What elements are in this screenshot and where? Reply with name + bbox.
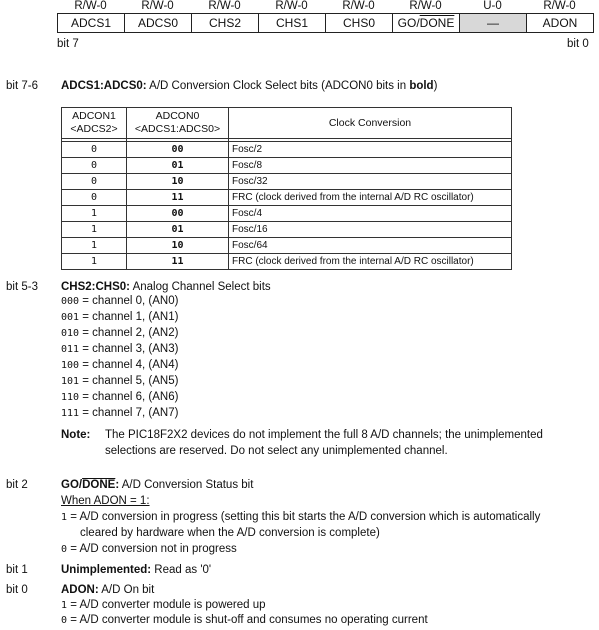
channel-code: 001: [61, 312, 80, 323]
note-label: [61, 429, 90, 441]
list-item: [61, 389, 178, 405]
bit-cell-chs0: CHS0: [326, 14, 393, 32]
unimpl-bit-label: bit 1: [6, 564, 28, 576]
channel-code: 011: [61, 344, 80, 355]
adcs10-value: 01: [127, 158, 229, 174]
note-line-1: The PIC18F2X2 devices do not implement the full 8 A/D channels; the unimplemented: [105, 429, 543, 441]
list-item: [61, 405, 178, 421]
adcs2-value: 1: [62, 222, 127, 238]
col-adcon0: [127, 108, 229, 139]
adcs10-value: 01: [127, 222, 229, 238]
go-bit-label: bit 2: [6, 479, 28, 491]
adcs10-value: 11: [127, 254, 229, 270]
access-row: [57, 0, 599, 13]
adcs2-value: 0: [62, 190, 127, 206]
table-row: [62, 158, 512, 174]
adon-name: ADON:: [61, 584, 99, 596]
register-diagram: [57, 0, 599, 30]
go-line-3: [61, 543, 237, 555]
table-row: [62, 238, 512, 254]
adcs10-value: 10: [127, 174, 229, 190]
bit-low-label: bit 0: [567, 38, 589, 50]
adon-text-1: = A/D converter module is powered up: [67, 599, 266, 611]
list-item: [61, 341, 178, 357]
adon-desc: A/D On bit: [98, 584, 155, 596]
adcs2-value: 0: [62, 174, 127, 190]
adon-code-1: 1: [61, 600, 68, 611]
go-line-1: [61, 511, 540, 523]
list-item: [61, 293, 178, 309]
clock-conversion-table: [61, 107, 512, 270]
list-item: [61, 309, 178, 325]
channel-text: = channel 4, (AN4): [79, 359, 179, 371]
adcs10-value: 00: [127, 206, 229, 222]
access-bit6: R/W-0: [141, 0, 174, 12]
go-desc: A/D Conversion Status bit: [119, 479, 254, 491]
bit-cells: [57, 13, 594, 33]
clock-value: Fosc/8: [229, 158, 512, 174]
channel-code: 000: [61, 296, 80, 307]
go-text-1: = A/D conversion in progress (setting this bit starts the A/D conversion which is automatically: [67, 511, 541, 523]
bit-cell-adcs0: ADCS0: [125, 14, 192, 32]
bit-cell-adcs1: ADCS1: [58, 14, 125, 32]
col-adcon1-bits: <ADCS2>: [70, 123, 118, 135]
clock-value: FRC (clock derived from the internal A/D RC oscillator): [229, 254, 512, 270]
go-text-0: = A/D conversion not in progress: [67, 543, 237, 555]
adcs-desc-bold: bold: [409, 80, 434, 92]
bit-cell-chs1: CHS1: [259, 14, 326, 32]
table-row: [62, 222, 512, 238]
access-bit4: R/W-0: [275, 0, 308, 12]
access-bit3: R/W-0: [342, 0, 375, 12]
clock-value: Fosc/4: [229, 206, 512, 222]
access-bit5: R/W-0: [208, 0, 241, 12]
unimpl-heading: [61, 564, 211, 576]
adcs-desc-end: ): [433, 80, 438, 92]
access-bit1: U-0: [483, 0, 502, 12]
channel-text: = channel 3, (AN3): [79, 343, 179, 355]
col-adcon0-bits: <ADCS1:ADCS0>: [134, 123, 221, 135]
unimpl-desc: Read as '0': [151, 564, 212, 576]
bit-cell-chs2: CHS2: [192, 14, 259, 32]
col-adcon1: [62, 108, 127, 139]
adcs10-value: 11: [127, 190, 229, 206]
access-bit7: R/W-0: [74, 0, 107, 12]
col-adcon1-title: ADCON1: [72, 110, 116, 122]
adon-text-0: = A/D converter module is shut-off and consumes no operating current: [67, 614, 428, 626]
channel-code: 101: [61, 376, 80, 387]
channel-text: = channel 5, (AN5): [79, 375, 179, 387]
table-row: [62, 142, 512, 158]
channel-code: 111: [61, 408, 80, 419]
go-code-1: 1: [61, 512, 68, 523]
clock-value: Fosc/16: [229, 222, 512, 238]
clock-value: Fosc/2: [229, 142, 512, 158]
channel-code: 100: [61, 360, 80, 371]
table-row: [62, 190, 512, 206]
unimpl-name: Unimplemented:: [61, 564, 152, 576]
bit-cell-unimplemented: —: [460, 14, 527, 32]
list-item: [61, 357, 178, 373]
chs-heading: [61, 281, 271, 293]
bit-cell-go-done: [393, 14, 460, 32]
adon-line-1: [61, 599, 266, 611]
adcs2-value: 1: [62, 206, 127, 222]
channel-text: = channel 1, (AN1): [79, 311, 179, 323]
adcs-desc: A/D Conversion Clock Select bits (ADCON0 bits in: [146, 80, 410, 92]
table-row: [62, 254, 512, 270]
adon-heading: [61, 584, 154, 596]
channel-text: = channel 0, (AN0): [79, 295, 179, 307]
go-when: When ADON = 1:: [61, 495, 150, 507]
clock-value: Fosc/64: [229, 238, 512, 254]
chs-bit-label: bit 5-3: [6, 281, 38, 293]
table-header-row: [62, 108, 512, 139]
go-heading: [61, 479, 253, 491]
col-adcon0-title: ADCON0: [155, 110, 200, 122]
clock-value: FRC (clock derived from the internal A/D RC oscillator): [229, 190, 512, 206]
chs-name: CHS2:CHS0:: [61, 281, 131, 293]
go-text: GO/: [397, 16, 420, 30]
done-text: DONE: [419, 16, 455, 30]
adon-line-2: [61, 614, 428, 626]
go-name: GO/: [61, 479, 83, 491]
channel-text: = channel 2, (AN2): [79, 327, 179, 339]
adcs2-value: 0: [62, 142, 127, 158]
chs-desc: Analog Channel Select bits: [130, 281, 271, 293]
go-code-0: 0: [61, 544, 68, 555]
channel-list: [61, 293, 178, 421]
note-line-2: selections are reserved. Do not select any unimplemented channel.: [105, 445, 448, 457]
channel-text: = channel 7, (AN7): [79, 407, 179, 419]
col-clock-conversion: Clock Conversion: [229, 108, 512, 139]
bit-high-label: bit 7: [57, 38, 79, 50]
list-item: [61, 325, 178, 341]
list-item: [61, 373, 178, 389]
table-row: [62, 174, 512, 190]
adcs2-value: 1: [62, 254, 127, 270]
adcs10-value: 00: [127, 142, 229, 158]
go-line-2: cleared by hardware when the A/D conversion is complete): [80, 527, 380, 539]
access-bit0: R/W-0: [543, 0, 576, 12]
done-name: DONE: [82, 479, 116, 491]
adcs10-value: 10: [127, 238, 229, 254]
adcs-heading: [61, 80, 437, 92]
adcs2-value: 1: [62, 238, 127, 254]
table-row: [62, 206, 512, 222]
bit-cell-adon: ADON: [542, 16, 578, 30]
adon-code-0: 0: [61, 615, 68, 626]
note-label-text: Note:: [61, 429, 91, 441]
adcs-name: ADCS1:ADCS0:: [61, 80, 147, 92]
adcs2-value: 0: [62, 158, 127, 174]
adcs-bit-label: bit 7-6: [6, 80, 38, 92]
channel-text: = channel 6, (AN6): [79, 391, 179, 403]
clock-value: Fosc/32: [229, 174, 512, 190]
go-name-colon: :: [115, 479, 120, 491]
access-bit2: R/W-0: [409, 0, 442, 12]
channel-code: 110: [61, 392, 80, 403]
channel-code: 010: [61, 328, 80, 339]
note-text: [105, 429, 595, 457]
adon-bit-label: bit 0: [6, 584, 28, 596]
